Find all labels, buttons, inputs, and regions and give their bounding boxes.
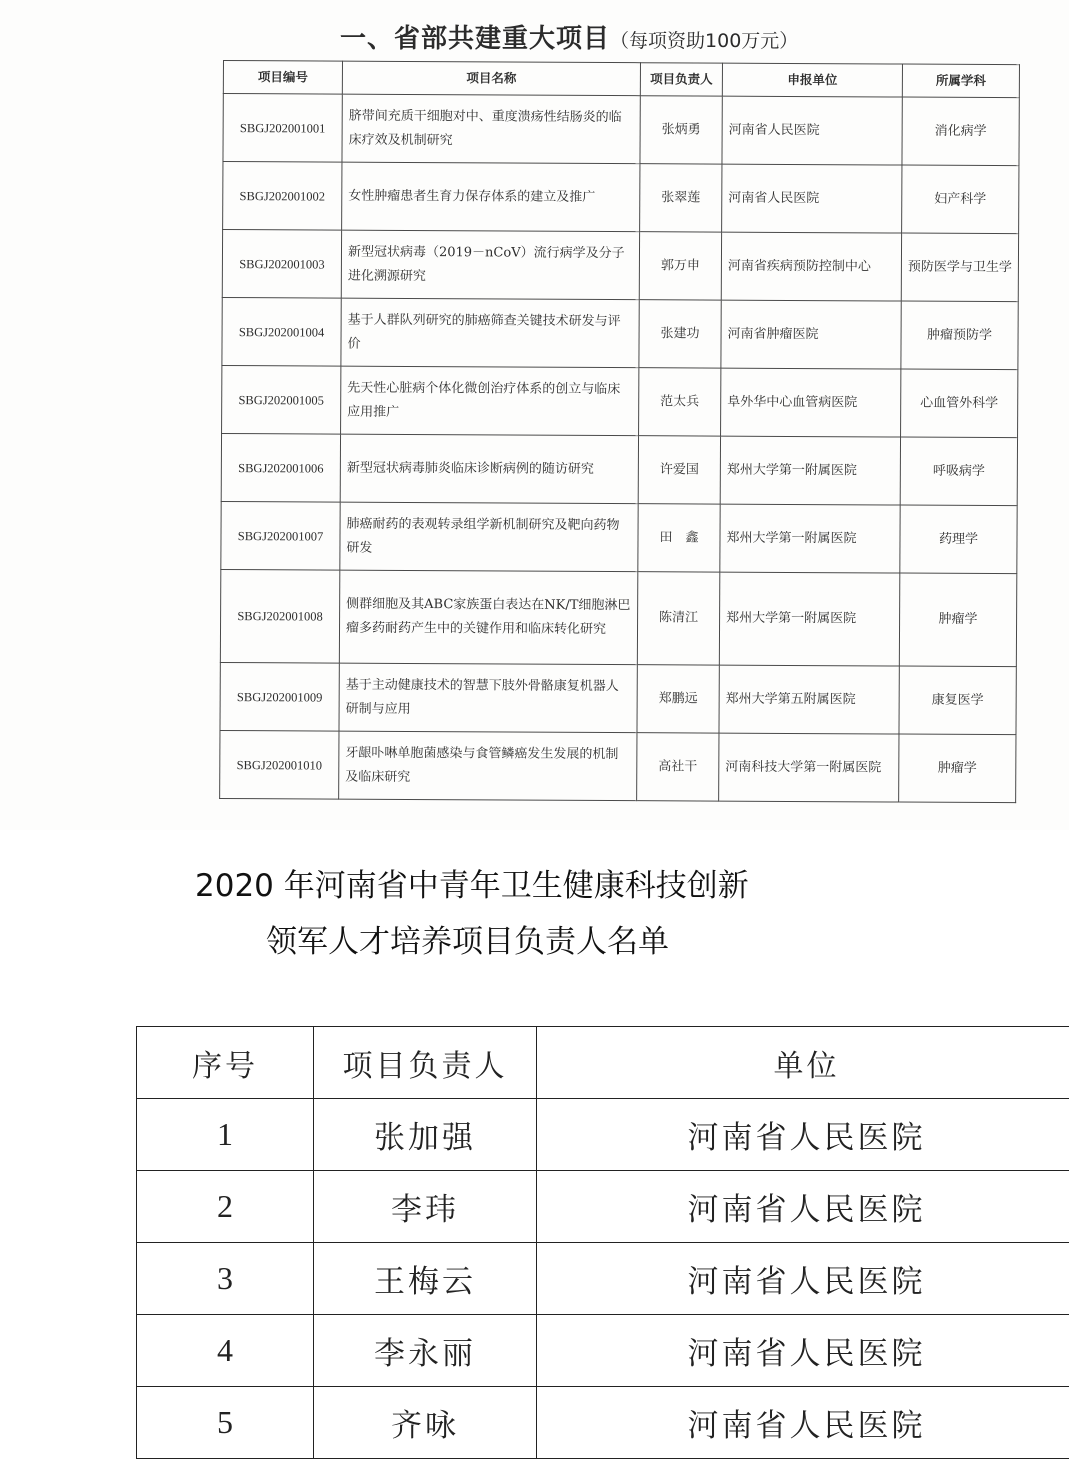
project-unit: 河南省肿瘤医院 [721,300,901,369]
row-leader: 王梅云 [314,1243,537,1315]
major-projects-title-text: 一、省部共建重大项目 [340,24,610,54]
table-header-row [223,61,1019,98]
project-subject: 肿瘤预防学 [901,301,1018,370]
major-projects-table [219,60,1020,803]
project-leader: 张炳勇 [640,96,722,164]
row-unit: 河南省人民医院 [537,1387,1069,1459]
project-name: 基于人群队列研究的肺癌筛查关键技术研发与评价 [341,298,639,368]
table-row [222,365,1018,437]
row-no: 1 [137,1099,314,1171]
project-subject: 康复医学 [899,666,1016,735]
project-name: 新型冠状病毒（2019－nCoV）流行病学及分子进化溯源研究 [341,230,639,300]
project-unit: 郑州大学第一附属医院 [719,572,899,666]
project-subject: 妇产科学 [902,165,1019,234]
header-name: 项目名称 [342,61,640,96]
project-name: 新型冠状病毒肺炎临床诊断病例的随访研究 [340,434,638,504]
project-code: SBGJ202001002 [223,162,342,231]
table-row [221,501,1017,573]
project-name: 先天性心脏病个体化微创治疗体系的创立与临床应用推广 [341,366,639,436]
project-name: 侧群细胞及其ABC家族蛋白表达在NK/T细胞淋巴瘤多药耐药产生中的关键作用和临床转化研究 [339,570,637,665]
header-leader: 项目负责人 [314,1027,537,1099]
header-subject: 所属学科 [902,64,1019,98]
project-code: SBGJ202001007 [221,501,340,570]
major-projects-funding-note: （每项资助100万元） [610,30,798,52]
table-row [220,662,1016,734]
project-name: 肺癌耐药的表观转录组学新机制研究及靶向药物研发 [340,502,638,572]
table-row [137,1243,1069,1315]
table-row [222,297,1018,369]
table-row [223,162,1019,234]
table-row [137,1315,1069,1387]
project-leader: 陈清江 [637,572,719,665]
table-header-row [137,1027,1069,1099]
table-row [137,1099,1069,1171]
table-row [223,94,1019,166]
project-code: SBGJ202001008 [220,569,339,663]
project-leader: 张翠莲 [640,164,722,232]
talent-list-title-line2: 领军人才培养项目负责人名单 [266,916,669,961]
row-no: 5 [137,1387,314,1459]
project-leader: 张建功 [639,300,721,368]
row-leader: 张加强 [314,1099,537,1171]
project-unit: 郑州大学第一附属医院 [720,436,900,505]
row-unit: 河南省人民医院 [537,1315,1069,1387]
project-subject: 消化病学 [902,97,1019,166]
project-subject: 心血管外科学 [901,369,1018,438]
project-subject: 肿瘤学 [899,734,1016,803]
row-no: 2 [137,1171,314,1243]
project-unit: 郑州大学第五附属医院 [719,665,899,734]
project-leader: 郑鹏远 [637,665,719,733]
project-unit: 河南省疾病预防控制中心 [721,232,901,301]
project-leader: 许爱国 [638,436,720,504]
project-name: 脐带间充质干细胞对中、重度溃疡性结肠炎的临床疗效及机制研究 [342,94,640,164]
table-row [221,433,1017,505]
project-code: SBGJ202001003 [222,230,341,299]
row-leader: 李永丽 [314,1315,537,1387]
table-row [137,1171,1069,1243]
project-unit: 阜外华中心血管病医院 [721,368,901,437]
project-leader: 范太兵 [639,368,721,436]
project-name: 基于主动健康技术的智慧下肢外骨骼康复机器人研制与应用 [339,663,637,733]
header-no: 序号 [137,1027,314,1099]
project-unit: 河南科技大学第一附属医院 [719,733,899,802]
project-leader: 田 鑫 [638,504,720,572]
project-unit: 河南省人民医院 [722,96,902,165]
table-row [220,569,1016,666]
header-unit: 申报单位 [722,63,902,97]
project-leader: 郭万申 [639,232,721,300]
table-row [137,1387,1069,1459]
project-unit: 郑州大学第一附属医院 [720,504,900,573]
table-row [220,730,1016,802]
major-projects-title [340,18,940,58]
project-subject: 预防医学与卫生学 [901,233,1018,302]
project-subject: 药理学 [900,505,1017,574]
project-leader: 高社干 [637,733,719,801]
row-unit: 河南省人民医院 [537,1099,1069,1171]
project-name: 牙龈卟啉单胞菌感染与食管鳞癌发生发展的机制及临床研究 [339,731,637,801]
project-code: SBGJ202001005 [222,365,341,434]
row-leader: 齐咏 [314,1387,537,1459]
row-no: 4 [137,1315,314,1387]
header-unit: 单位 [537,1027,1069,1099]
table-row [222,230,1018,302]
header-code: 项目编号 [223,61,342,95]
row-unit: 河南省人民医院 [537,1243,1069,1315]
row-no: 3 [137,1243,314,1315]
project-code: SBGJ202001006 [221,433,340,502]
project-code: SBGJ202001010 [220,730,339,799]
project-code: SBGJ202001004 [222,297,341,366]
talent-list-table [136,1026,1069,1459]
project-unit: 河南省人民医院 [722,164,902,233]
header-leader: 项目负责人 [640,63,722,96]
project-name: 女性肿瘤患者生育力保存体系的建立及推广 [342,162,640,232]
project-code: SBGJ202001001 [223,94,342,163]
row-unit: 河南省人民医院 [537,1171,1069,1243]
project-code: SBGJ202001009 [220,662,339,731]
talent-list-title-line1: 2020 年河南省中青年卫生健康科技创新 [195,860,749,905]
row-leader: 李玮 [314,1171,537,1243]
project-subject: 呼吸病学 [900,437,1017,506]
project-subject: 肿瘤学 [899,573,1016,667]
